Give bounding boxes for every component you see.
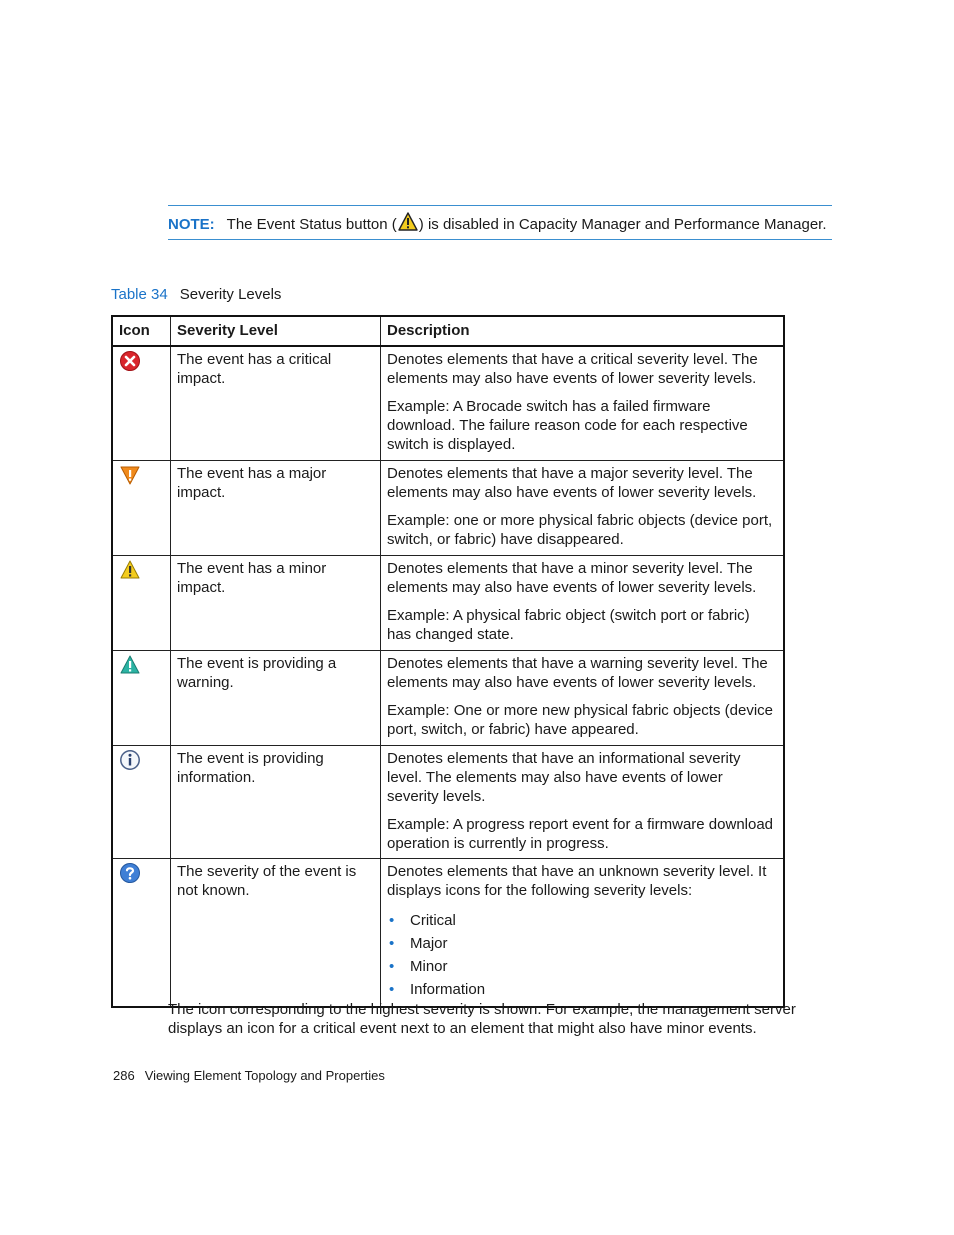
description-text: Denotes elements that have a minor severity level. The elements may also have events of lower severity levels. [387,559,757,596]
header-description: Description [381,316,785,346]
example-text: Example: A progress report event for a firmware download operation is currently in progress. [387,815,774,852]
example-text: Example: A physical fabric object (switch port or fabric) has changed state. [387,606,750,643]
footer-section-title: Viewing Element Topology and Properties [144,1068,385,1083]
note-label: NOTE: [168,216,215,233]
header-icon: Icon [112,316,171,346]
description-text: Denotes elements that have an unknown severity level. It displays icons for the following severity levels: [387,862,767,899]
table-number: Table 34 [111,286,168,303]
unknown-icon [119,862,164,884]
information-icon [119,749,164,771]
example-text: Example: A Brocade switch has a failed firmware download. The failure reason code for each respective switch is displayed. [387,398,748,453]
bullet-icon: • [389,980,395,998]
page-number: 286 [113,1068,135,1083]
note-box [168,205,832,240]
severity-level-text: The event is providing information. [171,745,381,858]
table-row [112,745,784,858]
table-row [112,460,784,555]
description-text: Denotes elements that have a major severity level. The elements may also have events of lower severity levels. [387,464,757,501]
table-title: Severity Levels [179,286,282,303]
note-text-after: ) is disabled in Capacity Manager and Performance Manager. [418,216,827,233]
severity-list [387,909,777,1001]
table-caption [111,286,281,303]
table-header-row [112,316,784,346]
severity-level-text: The event is providing a warning. [171,650,381,745]
page-footer [113,1068,385,1083]
list-item: • Information [387,978,777,1001]
severity-level-text: The event has a minor impact. [171,555,381,650]
table-row [112,346,784,460]
bullet-icon: • [389,911,395,929]
note-text-before: The Event Status button ( [226,216,397,233]
major-icon [119,464,164,486]
event-status-warning-icon [398,212,418,232]
severity-level-text: The event has a major impact. [171,460,381,555]
minor-icon [119,559,164,581]
description-text: Denotes elements that have an informational severity level. The elements may also have events of lower severity levels. [387,749,741,805]
table-row [112,650,784,745]
list-item: • Minor [387,955,777,978]
table-row [112,858,784,1007]
description-text: Denotes elements that have a warning severity level. The elements may also have events of lower severity levels. [387,654,768,691]
severity-level-text: The severity of the event is not known. [171,858,381,1007]
bullet-icon: • [389,957,395,975]
example-text: Example: One or more new physical fabric objects (device port, switch, or fabric) have appeared. [387,701,774,738]
body-paragraph: The icon corresponding to the highest severity is shown. For example, the management server displays an icon for a critical event next to an element that might also have minor events. [168,1001,796,1037]
critical-icon [119,350,164,372]
warning-icon [119,654,164,676]
description-text: Denotes elements that have a critical severity level. The elements may also have events of lower severity levels. [387,351,758,387]
list-item: • Major [387,932,777,955]
list-item: • Critical [387,909,777,932]
severity-levels-table [111,315,785,1008]
table-row [112,555,784,650]
example-text: Example: one or more physical fabric objects (device port, switch, or fabric) have disappeared. [387,511,773,548]
severity-level-text: The event has a critical impact. [171,346,381,460]
bullet-icon: • [389,934,395,952]
header-severity-level: Severity Level [171,316,381,346]
